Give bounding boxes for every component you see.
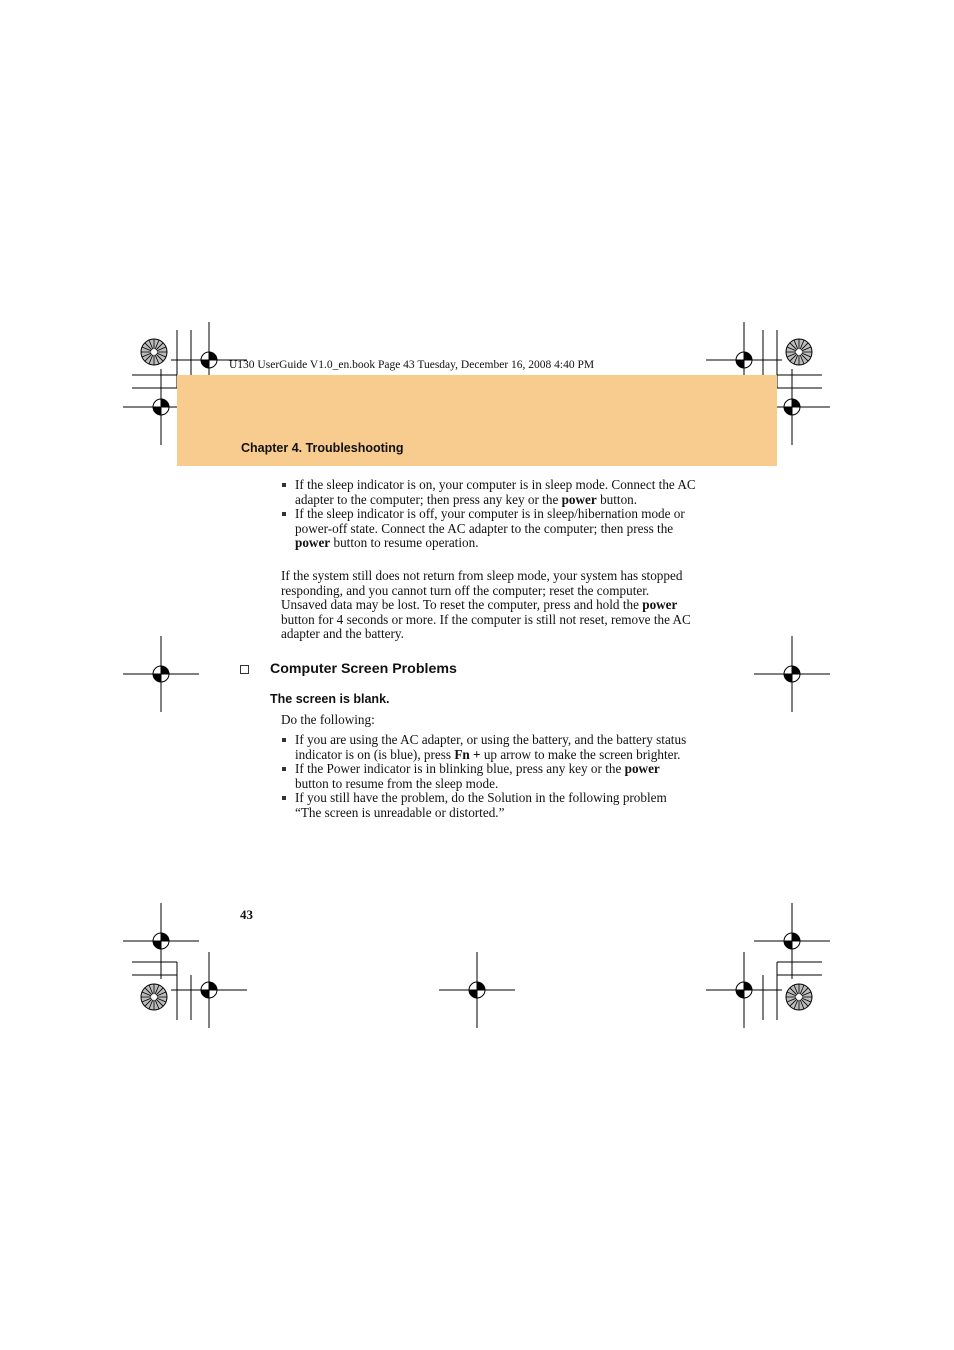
subsection-title: The screen is blank. — [270, 692, 390, 706]
intro-text: Do the following: — [281, 712, 375, 727]
section-title: Computer Screen Problems — [270, 661, 457, 677]
list-item: If you still have the problem, do the Solution in the following problem “The screen is unreadable or distorted.” — [281, 791, 696, 820]
bullet-square-icon — [282, 738, 286, 742]
list-item: If the sleep indicator is off, your computer is in sleep/hibernation mode or power-off state. Connect the AC adapter to the computer; then press the power button to resume operation. — [281, 507, 696, 551]
bullet-square-icon — [282, 483, 286, 487]
bullet-square-icon — [282, 512, 286, 516]
list-item: If the Power indicator is in blinking blue, press any key or the power button to resume from the sleep mode. — [281, 762, 696, 791]
section-bullet-icon — [240, 665, 249, 674]
bullet-square-icon — [282, 767, 286, 771]
list-item: If you are using the AC adapter, or using the battery, and the battery status indicator is on (is blue), press Fn + up arrow to make the screen brighter. — [281, 733, 696, 762]
bullet-square-icon — [282, 796, 286, 800]
page-number: 43 — [240, 907, 253, 922]
chapter-title: Chapter 4. Troubleshooting — [241, 441, 404, 455]
blank-screen-bullet-list — [281, 733, 696, 821]
list-item: If the sleep indicator is on, your computer is in sleep mode. Connect the AC adapter to the computer; then press any key or the power button. — [281, 478, 696, 507]
book-file-header: U130 UserGuide V1.0_en.book Page 43 Tuesday, December 16, 2008 4:40 PM — [229, 359, 595, 371]
sleep-bullet-list — [281, 478, 696, 551]
reset-paragraph: If the system still does not return from sleep mode, your system has stopped responding, and you cannot turn off the computer; reset the computer. Unsaved data may be lost. To reset the computer, press and hold the power button for 4 seconds or more. If the computer is still not reset, remove the AC adapter and the battery. — [281, 568, 691, 642]
